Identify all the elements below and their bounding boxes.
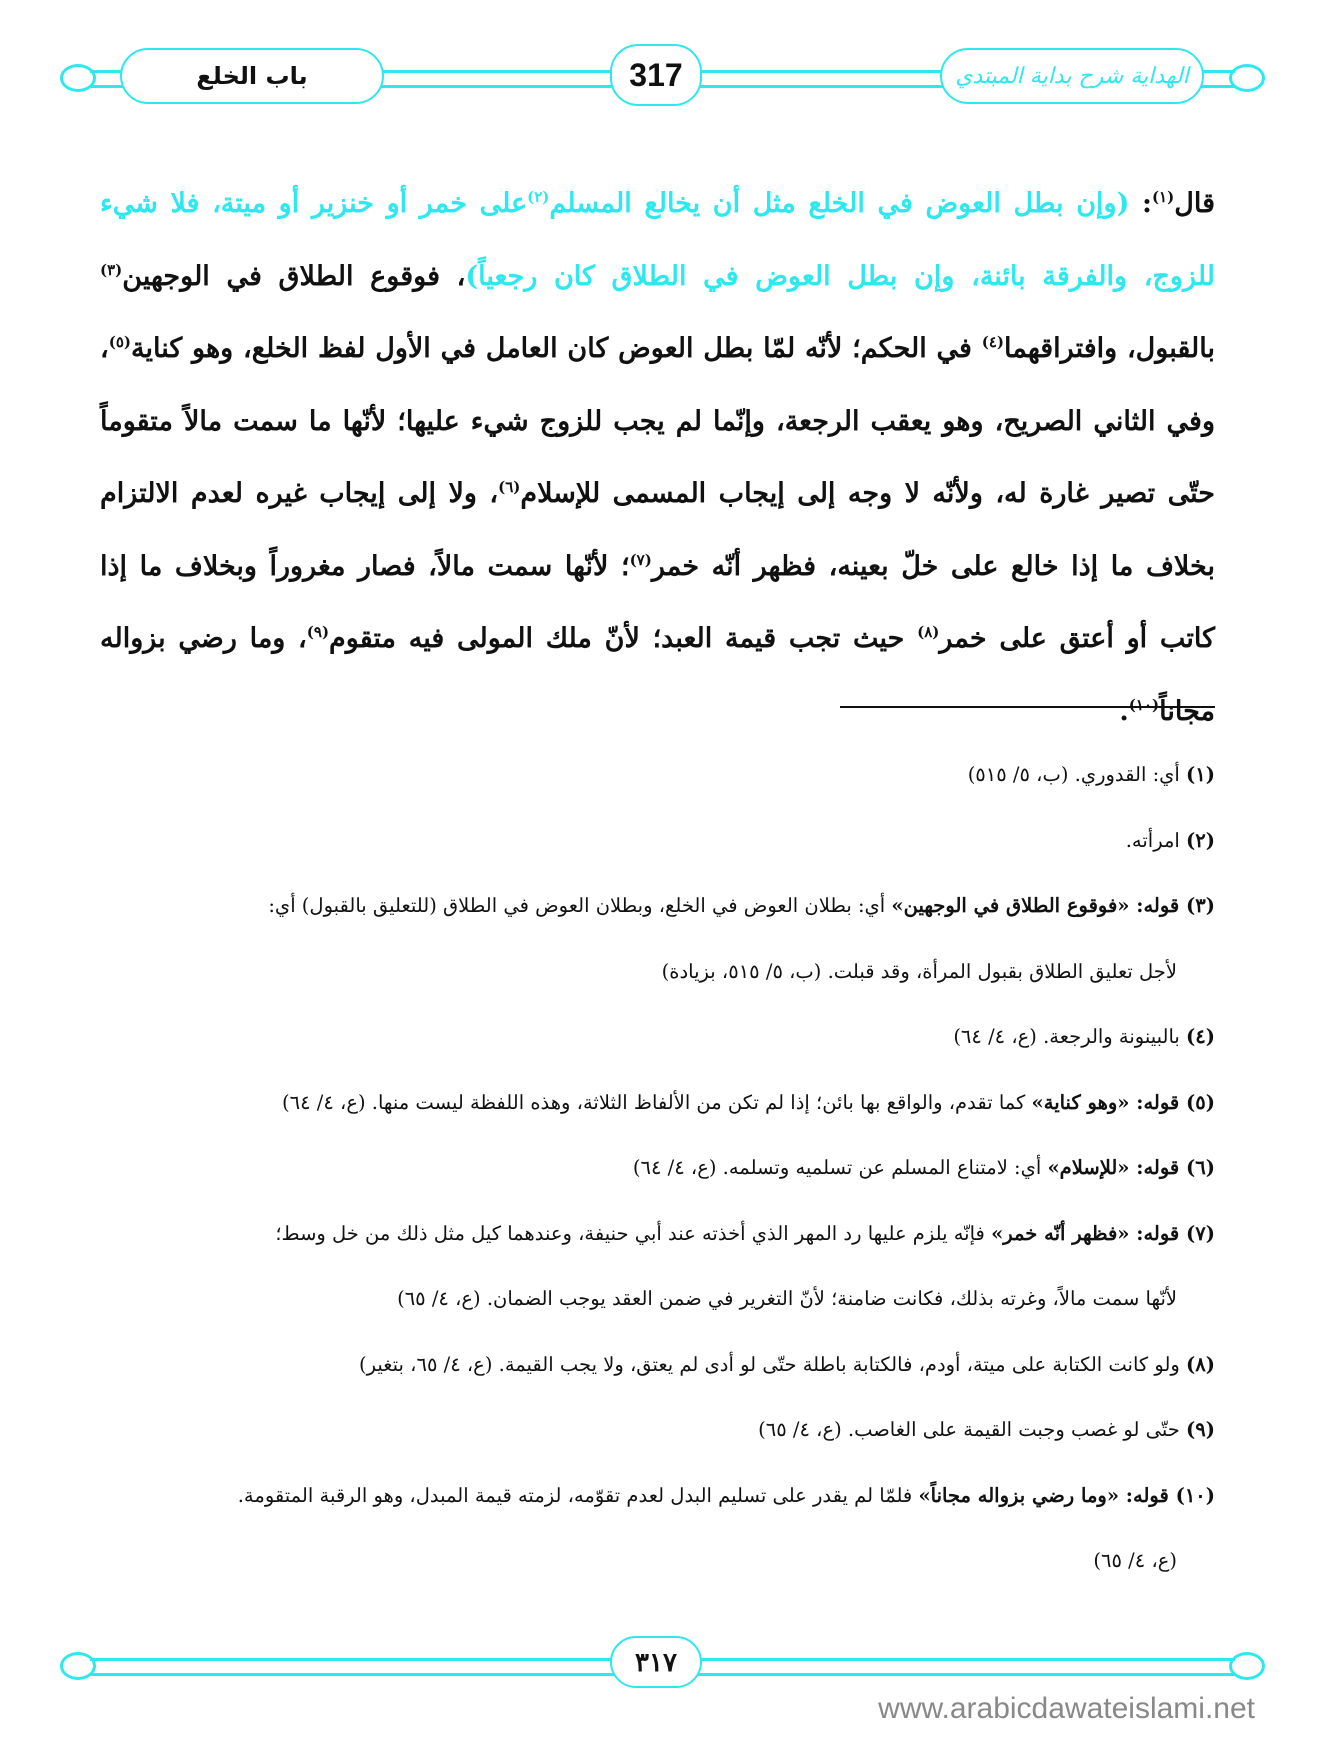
footnote-ref[interactable]: (٨): [917, 623, 940, 641]
commentary: في الحكم؛ لأنّه لمّا بطل العوض كان العامل في الأول لفظ الخلع، وهو كناية: [131, 333, 982, 364]
commentary: ، فوقوع الطلاق في الوجهين: [122, 260, 466, 292]
page-footer: [60, 1636, 1265, 1688]
page-header: [60, 48, 1265, 104]
footnote-text: ولو كانت الكتابة على ميتة، أودم، فالكتابة باطلة حتّى لو أدى لم يعتق، ولا يجب القيمة. (ع، ٤/ ٦٥، بتغير): [359, 1352, 1187, 1376]
ornament-right: [1229, 1652, 1265, 1680]
colon: :: [1129, 188, 1152, 219]
footnote-lemma: قوله: «للإسلام»: [1047, 1156, 1187, 1179]
book-title: الهداية شرح بداية المبتدي: [955, 63, 1189, 89]
footnote: [90, 1070, 1215, 1136]
ornament-right: [1229, 64, 1265, 92]
commentary: .: [1119, 695, 1129, 727]
footnote-number: (٩): [1186, 1418, 1215, 1441]
commentary: ، وفي الثاني الصريح، وهو يعقب الرجعة، وإنّما لم يجب للزوج شيء عليها؛ لأنّها ما سمت مالاً متقوماً حتّى تصير غارة له، ولأنّه لا وجه إلى إيجاب المسمى للإسلام: [100, 333, 1215, 509]
footnote-ref[interactable]: (٧): [629, 550, 652, 569]
footnote-number: (٥): [1186, 1090, 1215, 1114]
matn-quote: (وإن بطل العوض في الخلع مثل أن يخالع المسلم: [549, 188, 1130, 219]
footnote-ref[interactable]: (٤): [981, 333, 1004, 351]
footnote: [90, 1004, 1215, 1070]
footnote-text: حتّى لو غصب وجبت القيمة على الغاصب. (ع، ٤/ ٦٥): [758, 1418, 1187, 1441]
footnote-ref[interactable]: (١): [1151, 188, 1175, 206]
commentary: ، ولا إلى إيجاب غيره لعدم الالتزام بخلاف ما إذا خالع على خلّ بعينه، فظهر أنّه خمر: [100, 478, 1215, 582]
commentary: بالقبول، وافتراقهما: [1003, 333, 1215, 364]
footnote: [90, 1463, 1215, 1529]
footnote-number: (٧): [1186, 1221, 1215, 1245]
footnote-number: (٢): [1186, 828, 1215, 852]
footnote-text: كما تقدم، والواقع بها بائن؛ إذا لم تكن من الألفاظ الثلاثة، وهذه اللفظة ليست منها. (ع، ٤/ ٦٤): [282, 1090, 1032, 1114]
footnote-number: (١): [1186, 763, 1215, 786]
footnote: [90, 1135, 1215, 1201]
footnote-ref[interactable]: (١٠): [1128, 695, 1160, 714]
book-title-box: [940, 48, 1204, 104]
footnote-text: أي: القدوري. (ب، ٥/ ٥١٥): [967, 763, 1187, 786]
website-watermark[interactable]: www.arabicdawateislami.net: [878, 1692, 1255, 1725]
footnote-lemma: قوله: «وما رضي بزواله مجاناً»: [918, 1483, 1176, 1507]
footnote-lemma: قوله: «فظهر أنّه خمر»: [991, 1221, 1187, 1245]
footnote-continuation: لأنّها سمت مالاً، وغرته بذلك، فكانت ضامنة؛ لأنّ التغرير في ضمن العقد يوجب الضمان. (ع، ٤/ ٦٥): [397, 1287, 1177, 1310]
footnote-number: (٨): [1186, 1352, 1215, 1376]
footnote-text: أي: بطلان العوض في الخلع، وبطلان العوض في الطلاق (للتعليق بالقبول) أي:: [268, 894, 892, 917]
chapter-title: باب الخلع: [196, 62, 308, 90]
page-number-box: [610, 44, 702, 106]
footnote: [90, 1332, 1215, 1398]
footnote-number: (٤): [1186, 1025, 1215, 1048]
commentary: ؛ لأنّها سمت مالاً، فصار مغروراً وبخلاف ما إذا كاتب أو أعتق على خمر: [100, 550, 1215, 654]
footnote-text: بالبينونة والرجعة. (ع، ٤/ ٦٤): [953, 1025, 1187, 1048]
footnote-lemma: قوله: «وهو كناية»: [1031, 1090, 1187, 1114]
footnote-text: أي: لامتناع المسلم عن تسلميه وتسلمه. (ع، ٤/ ٦٤): [632, 1156, 1048, 1179]
lead: قال: [1174, 188, 1215, 219]
footnote-ref[interactable]: (٩): [306, 623, 330, 641]
footnote-ref[interactable]: (٥): [108, 333, 131, 351]
footnote-separator: [840, 706, 1215, 708]
commentary: ، وما رضي بزواله مجاناً: [100, 623, 1215, 727]
footnote-continuation: لأجل تعليق الطلاق بقبول المرأة، وقد قبلت. (ب، ٥/ ٥١٥، بزيادة): [661, 959, 1177, 983]
footer-page-box: [610, 1636, 702, 1688]
footnote-ref[interactable]: (٣): [100, 260, 123, 279]
footnote: [90, 808, 1215, 874]
footnote-text: فلمّا لم يقدر على تسليم البدل لعدم تقوّمه، لزمته قيمة المبدل، وهو الرقبة المتقومة.: [237, 1483, 919, 1507]
footnote-text: فإنّه يلزم عليها رد المهر الذي أخذته عند أبي حنيفة، وعندهما كيل مثل ذلك من خل وسط؛: [275, 1221, 992, 1245]
footnote-continuation: (ع، ٤/ ٦٥): [1093, 1549, 1177, 1572]
commentary: حيث تجب قيمة العبد؛ لأنّ ملك المولى فيه متقوم: [329, 623, 918, 654]
footnote-ref[interactable]: (٦): [498, 478, 521, 496]
footnote-number: (١٠): [1175, 1483, 1215, 1507]
main-text: [100, 168, 1215, 748]
footnote: [90, 873, 1215, 939]
footnote-text: امرأته.: [1125, 828, 1187, 852]
chapter-title-box: [120, 48, 384, 104]
footnote-number: (٦): [1186, 1156, 1215, 1179]
matn-quote: على خمر أو خنزير أو ميتة، فلا شيء للزوج، والفرقة بائنة، وإن بطل العوض في الطلاق كان رجعياً): [100, 188, 1216, 292]
footer-page-number: ٣١٧: [635, 1646, 677, 1677]
footnote: [90, 1201, 1215, 1267]
footnote-number: (٣): [1186, 894, 1215, 917]
footnote: [90, 742, 1215, 808]
footnote: [90, 1397, 1215, 1463]
footnote-lemma: قوله: «فوقوع الطلاق في الوجهين»: [891, 894, 1187, 917]
page-number: 317: [629, 56, 683, 93]
footnote-ref[interactable]: (٢): [527, 188, 550, 206]
footnotes: [90, 742, 1215, 1594]
